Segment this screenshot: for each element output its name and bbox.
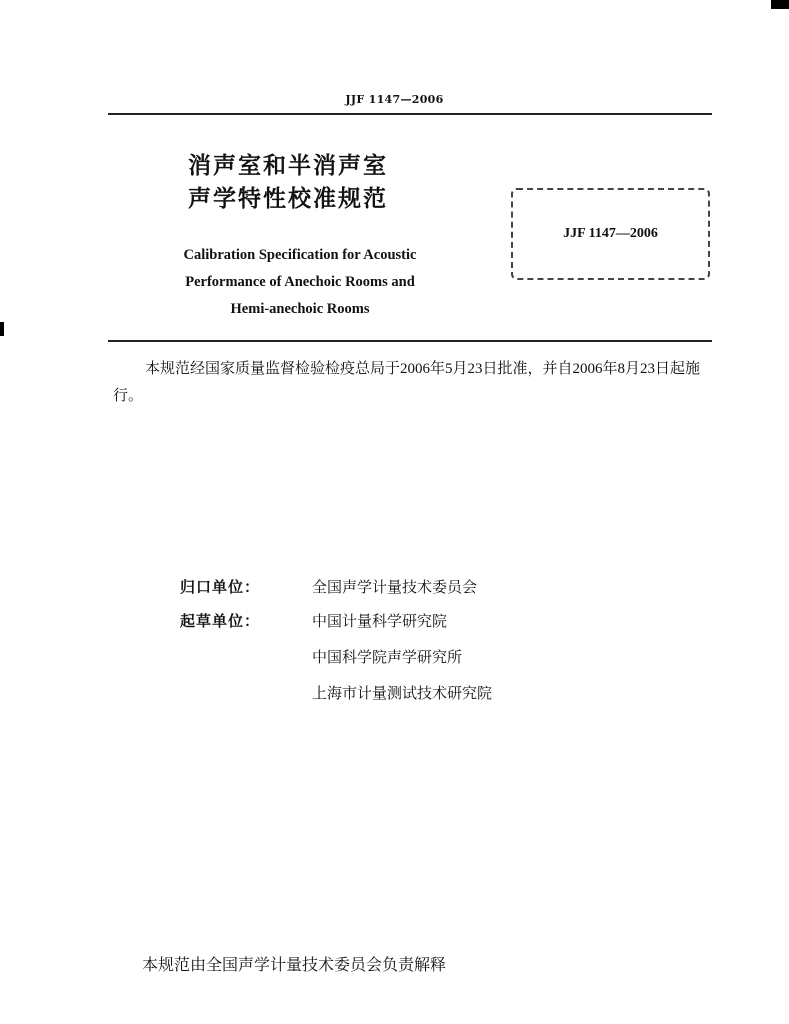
drafting-unit-value-2: 中国科学院声学研究所	[312, 650, 463, 666]
drafting-unit-value-1: 中国计量科学研究院	[312, 614, 448, 630]
title-chinese	[188, 150, 388, 216]
title-en-line2: Performance of Anechoic Rooms and	[185, 274, 415, 290]
title-cn-line2: 声学特性校准规范	[188, 186, 388, 212]
spec-code: JJF 1147—2006	[563, 226, 658, 241]
drafting-unit-row-3	[312, 682, 492, 703]
title-en-line1: Calibration Specification for Acoustic	[183, 247, 417, 263]
title-cn-line1: 消声室和半消声室	[188, 153, 388, 179]
drafting-unit-value-3: 上海市计量测试技术研究院	[312, 686, 493, 702]
header-rule	[108, 113, 712, 115]
header-code: JJF 1147—2006	[345, 93, 444, 106]
scan-artifact-mark	[0, 322, 4, 336]
interpretation-note: 本规范由全国声学计量技术委员会负责解释	[142, 957, 447, 974]
responsible-unit-row	[180, 576, 477, 597]
scan-artifact-mark	[771, 0, 789, 9]
spec-code-box	[511, 188, 710, 280]
title-english	[130, 242, 470, 323]
drafting-unit-label: 起草单位：	[180, 614, 261, 630]
responsible-unit-value: 全国声学计量技术委员会	[312, 580, 478, 596]
approval-statement: 本规范经国家质量监督检验检疫总局于2006年5月23日批准，并自2006年8月23日起施行。	[113, 361, 701, 404]
drafting-unit-row-2	[312, 646, 462, 667]
title-rule	[108, 340, 712, 342]
title-en-line3: Hemi-anechoic Rooms	[230, 301, 370, 317]
responsible-unit-label: 归口单位：	[180, 580, 261, 596]
drafting-unit-row	[180, 610, 447, 631]
